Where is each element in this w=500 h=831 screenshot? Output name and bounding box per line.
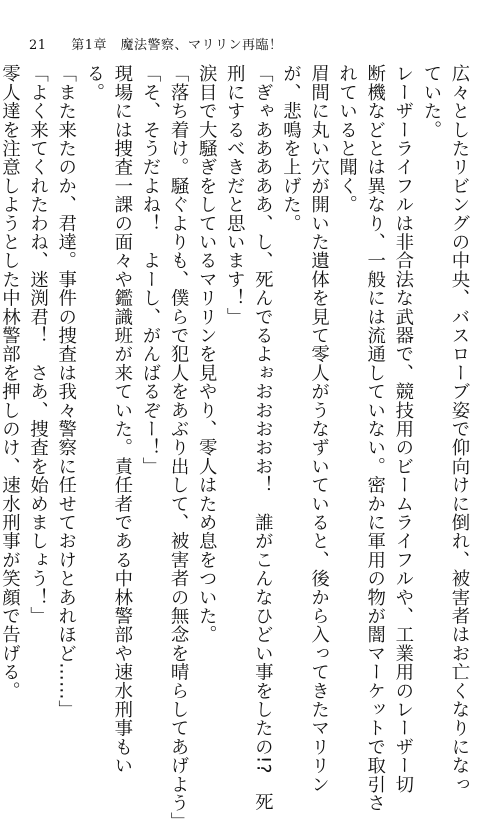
vertical-body-text — [0, 64, 473, 831]
text-line: が、悲鳴を上げた。 — [280, 64, 302, 233]
text-line: 断機などとは異なり、一般には流通していない。密かに軍用の物が闇マーケットで取引さ — [364, 64, 386, 812]
page-number: 21 — [29, 38, 47, 53]
text-line: 眉間に丸い穴が開いた遺体を見て零人がうなずいていると、後から入ってきたマリリン — [308, 64, 330, 794]
running-header — [29, 34, 282, 53]
text-line: 「そ、そうだよね！ よーし、がんばるぞー！」 — [139, 64, 161, 476]
text-line: れていると聞く。 — [336, 64, 358, 214]
text-line: 広々としたリビングの中央、バスローブ姿で仰向けに倒れ、被害者はお亡くなりになっ — [449, 64, 470, 794]
text-line: 「また来たのか、君達。事件の捜査は我々警察に任せておけとあれほど……」 — [55, 64, 77, 719]
text-line: 「ぎゃあああああ、し、死んでるよぉおおおおお！ 誰がこんなひどい事をしたの!? 死 — [252, 64, 274, 812]
text-line: レーザーライフルは非合法な武器で、競技用のビームライフルや、工業用のレーザー切 — [392, 64, 414, 794]
text-line: 現場には捜査一課の面々や鑑識班が来ていた。責任者である中林警部や速水刑事もい — [111, 64, 133, 775]
text-line: 涙目で大騒ぎをしているマリリンを見やり、零人はため息をついた。 — [196, 64, 218, 644]
text-line: 零人達を注意しようとした中林警部を押しのけ、速水刑事が笑顔で告げる。 — [0, 64, 21, 700]
chapter-title: 第1章 魔法警察、マリリン再臨！ — [71, 38, 283, 53]
text-line: る。 — [83, 64, 105, 102]
text-line: 「よく来てくれたわね、迷渕君！ さあ、捜査を始めましょう！」 — [27, 64, 49, 625]
text-line: ていた。 — [420, 64, 442, 139]
text-line: 刑にするべきだと思います！」 — [224, 64, 246, 326]
text-line: 「落ち着け。騒ぐよりも、僕らで犯人をあぶり出して、被害者の無念を晴らしてあげよう」 — [168, 64, 190, 831]
